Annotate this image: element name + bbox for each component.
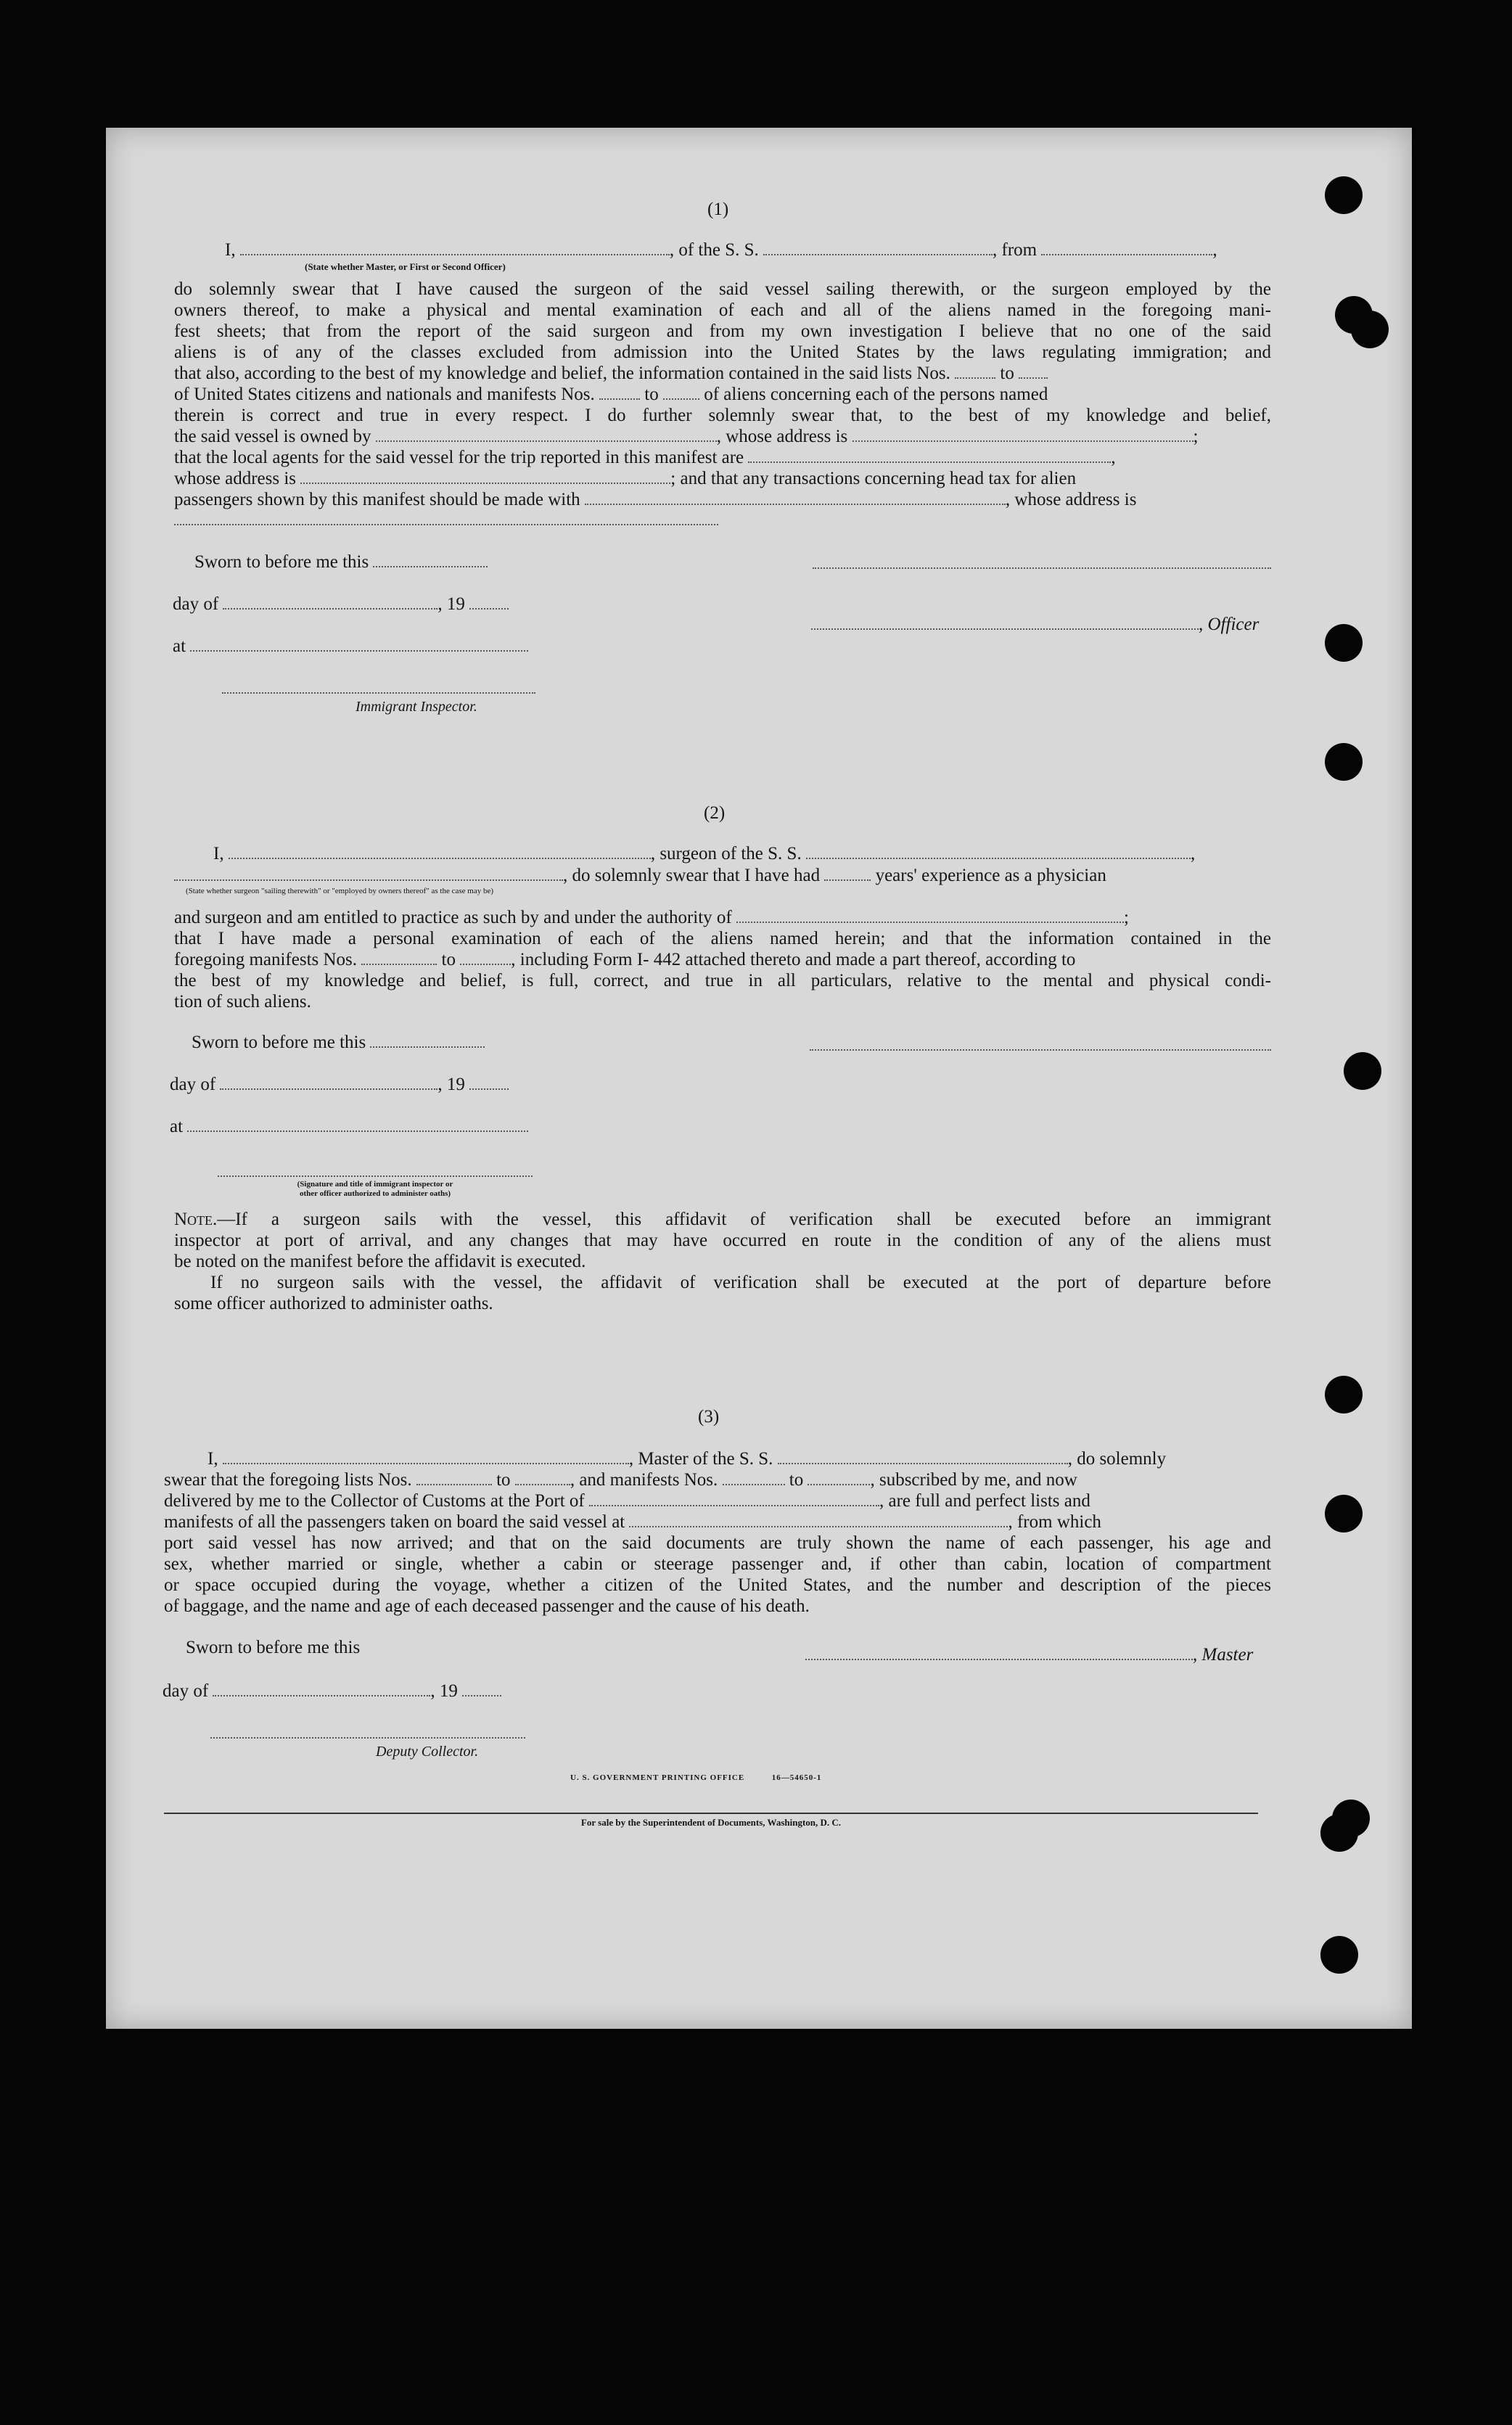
port-blank: [589, 1492, 879, 1506]
caption-surgeon: (State whether surgeon "sailing therewith" or "employed by owners thereof" as the case may be): [186, 887, 494, 895]
caption-master: (State whether Master, or First or Second Officer): [305, 261, 506, 272]
vessel-blank: [806, 845, 1191, 859]
note-line: If no surgeon sails with the vessel, the affidavit of verification shall be executed at the port of departure before: [210, 1273, 1271, 1292]
name-blank: [240, 241, 670, 255]
port-blank: [1041, 241, 1212, 255]
oath-paragraph-line: of United States citizens and nationals and manifests Nos. to of aliens concerning each of the persons named: [174, 385, 1048, 404]
gpo-imprint: U. S. GOVERNMENT PRINTING OFFICE 16—54650-1: [570, 1773, 822, 1782]
declarant-line: I, , of the S. S. , from ,: [225, 240, 1217, 260]
officer-signature-blank: [218, 1174, 533, 1177]
agents-address-blank: [300, 469, 670, 484]
note-line: inspector at port of arrival, and any changes that may have occurred en route in the condition of any of the aliens must: [174, 1231, 1271, 1250]
master-signature-line: , Master: [805, 1644, 1253, 1665]
punch-hole: [1325, 1495, 1363, 1532]
day-of-line: day of , 19: [170, 1074, 509, 1095]
punch-hole: [1351, 311, 1389, 348]
section-heading: (1): [707, 200, 729, 219]
day-of-line: day of , 19: [163, 1681, 501, 1702]
oath-paragraph-line: port said vessel has now arrived; and that on the said documents are truly shown the name of each passenger, his age and: [164, 1533, 1271, 1553]
headtax-line: passengers shown by this manifest should be made with , whose address is: [174, 490, 1137, 509]
collector-signature-blank: [210, 1736, 525, 1739]
footer-rule: [164, 1813, 1258, 1814]
punch-hole: [1325, 624, 1363, 662]
oath-paragraph-line: fest sheets; that from the report of the said surgeon and from my own investigation I believe that no one of the said: [174, 321, 1271, 341]
punch-hole: [1344, 1052, 1381, 1090]
authority-line: and surgeon and am entitled to practice as such by and under the authority of ;: [174, 908, 1129, 927]
signature-blank: [810, 1048, 1271, 1051]
section-heading: (2): [704, 803, 726, 823]
section-heading: (3): [698, 1407, 720, 1427]
day-of-line: day of , 19: [173, 594, 509, 615]
punch-hole: [1325, 743, 1363, 781]
owner-line: the said vessel is owned by , whose address is ;: [174, 427, 1199, 446]
name-blank: [223, 1450, 629, 1464]
oath-paragraph-line: the best of my knowledge and belief, is full, correct, and true in all particulars, relative to the mental and physical condi-: [174, 971, 1271, 990]
boarding-port-blank: [629, 1513, 1008, 1527]
vessel-blank: [778, 1450, 1068, 1464]
name-blank: [229, 845, 651, 859]
note-line: Note.—If a surgeon sails with the vessel, this affidavit of verification shall be executed before an immigrant: [174, 1210, 1271, 1229]
at-line: at: [173, 636, 528, 657]
experience-line: , do solemnly swear that I have had years' experience as a physician: [174, 865, 1106, 886]
owner-address-blank: [852, 427, 1193, 442]
sworn-label: Sworn to before me this: [192, 1032, 485, 1053]
inspector-caption: Immigrant Inspector.: [356, 699, 477, 715]
surgeon-line: I, , surgeon of the S. S. ,: [213, 844, 1196, 863]
signature-blank: [813, 566, 1271, 569]
owner-blank: [376, 427, 717, 442]
authority-blank: [736, 908, 1124, 923]
punch-hole: [1320, 1936, 1358, 1974]
vessel-blank: [763, 241, 993, 255]
boarded-line: manifests of all the passengers taken on board the said vessel at , from which: [164, 1512, 1101, 1532]
address-blank: [174, 522, 718, 525]
oath-paragraph-line: that also, according to the best of my knowledge and belief, the information contained in the said lists Nos. to: [174, 363, 1048, 384]
oath-paragraph-line: owners thereof, to make a physical and mental examination of each and all of the aliens named in the foregoing mani-: [174, 300, 1271, 320]
oath-paragraph-line: sex, whether married or single, whether a cabin or steerage passenger and, if other than cabin, location of compartment: [164, 1554, 1271, 1574]
oath-paragraph-line: of baggage, and the name and age of each deceased passenger and the cause of his death.: [164, 1596, 810, 1616]
master-line: I, , Master of the S. S. , do solemnly: [208, 1449, 1167, 1469]
oath-paragraph-line: therein is correct and true in every respect. I do further solemnly swear that, to the best of my knowledge and belief,: [174, 406, 1271, 425]
oath-paragraph-line: do solemnly swear that I have caused the surgeon of the said vessel sailing therewith, or the surgeon employed by the: [174, 279, 1271, 299]
at-line: at: [170, 1116, 528, 1137]
oath-paragraph-line: that I have made a personal examination of each of the aliens named herein; and that the information contained in the: [174, 929, 1271, 948]
oath-paragraph-line: or space occupied during the voyage, whether a citizen of the United States, and the number and description of the pieces: [164, 1575, 1271, 1595]
note-line: be noted on the manifest before the affidavit is executed.: [174, 1252, 586, 1271]
punch-hole: [1320, 1814, 1358, 1852]
manifests-line: foregoing manifests Nos. to , including Form I- 442 attached thereto and made a part thereof, according to: [174, 950, 1076, 969]
note-line: some officer authorized to administer oaths.: [174, 1294, 493, 1313]
headtax-blank: [585, 491, 1006, 505]
sig-caption: (Signature and title of immigrant inspector or other officer authorized to administer oaths): [297, 1180, 453, 1198]
agents-address-line: whose address is ; and that any transactions concerning head tax for alien: [174, 469, 1077, 488]
punch-hole: [1325, 1376, 1363, 1413]
agents-line: that the local agents for the said vessel for the trip reported in this manifest are ,: [174, 448, 1116, 467]
inspector-signature-blank: [222, 691, 535, 694]
port-line: delivered by me to the Collector of Customs at the Port of , are full and perfect lists and: [164, 1491, 1090, 1511]
collector-caption: Deputy Collector.: [376, 1744, 479, 1760]
agents-blank: [748, 448, 1111, 463]
officer-line: , Officer: [811, 614, 1259, 635]
sale-notice: For sale by the Superintendent of Documents, Washington, D. C.: [580, 1817, 842, 1828]
sworn-label: Sworn to before me this: [194, 551, 488, 573]
punch-hole: [1325, 176, 1363, 214]
sworn-label: Sworn to before me this: [186, 1638, 361, 1657]
oath-paragraph-line: aliens is of any of the classes excluded from admission into the United States by the laws regulating immigration; and: [174, 342, 1271, 362]
oath-paragraph-line: tion of such aliens.: [174, 992, 311, 1012]
lists-line: swear that the foregoing lists Nos. to , and manifests Nos. to , subscribed by me, and now: [164, 1470, 1077, 1490]
